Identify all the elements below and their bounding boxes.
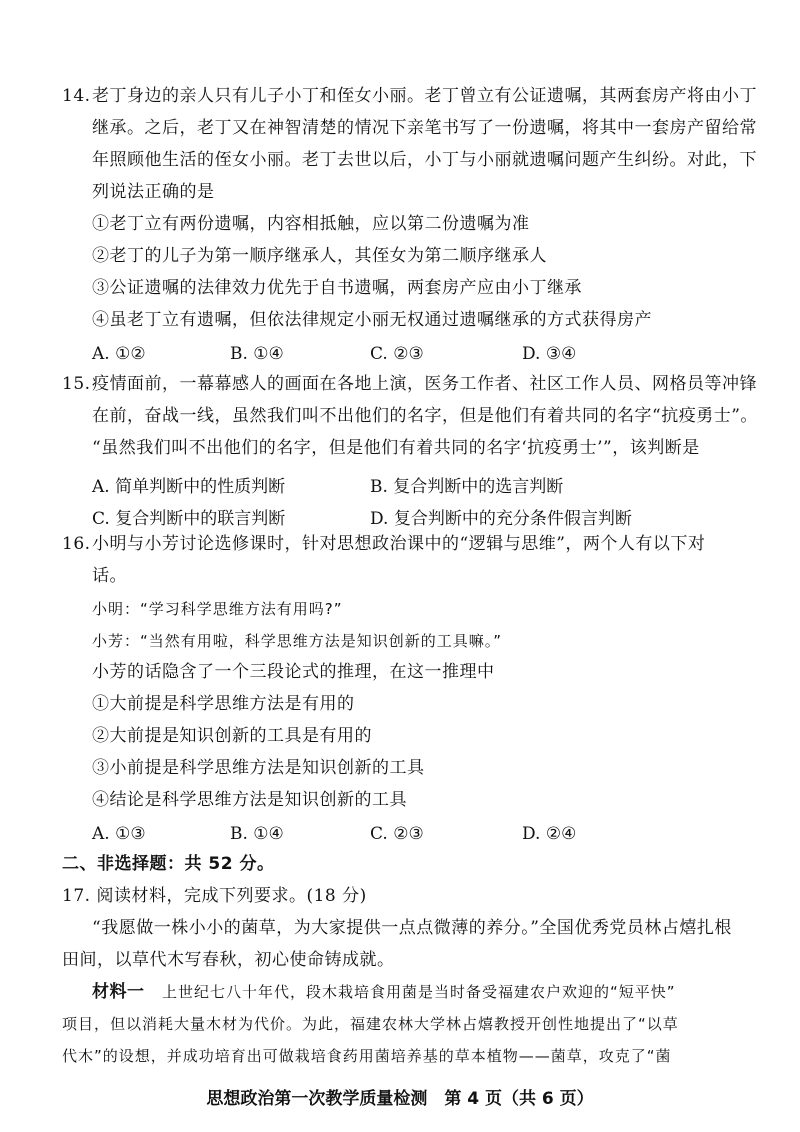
- q15-line-2: 在前，奋战一线，虽然我们叫不出他们的名字，但是他们有着共同的名字“抗疫勇士”。: [92, 406, 758, 426]
- q16-line-1: 小明与小芳讨论选修课时，针对思想政治课中的“逻辑与思维”，两个人有以下对: [92, 534, 706, 554]
- q16-dialog-xiaofang: 小芳：“当然有用啦，科学思维方法是知识创新的工具嘛。”: [92, 632, 503, 650]
- q17-line-2: 田间，以草代木写春秋，初心使命铸成就。: [62, 950, 395, 970]
- q16-number: 16.: [62, 534, 91, 554]
- q15-option-a[interactable]: A. 简单判断中的性质判断: [92, 477, 286, 497]
- q14-line-2: 继承。之后，老丁又在神智清楚的情况下亲笔书写了一份遗嘱，将其中一套房产留给常: [92, 118, 757, 138]
- q14-option-d[interactable]: D. ③④: [522, 344, 577, 364]
- q14-line-4: 列说法正确的是: [92, 182, 215, 202]
- q14-option-b[interactable]: B. ①④: [230, 344, 284, 364]
- q16-statement-4: ④结论是科学思维方法是知识创新的工具: [92, 790, 407, 810]
- q15-number: 15.: [62, 374, 91, 394]
- page-footer: 思想政治第一次教学质量检测 第 4 页（共 6 页）: [206, 1089, 594, 1109]
- q16-option-b[interactable]: B. ①④: [230, 824, 284, 844]
- q17-material-line-1: 上世纪七八十年代，段木栽培食用菌是当时备受福建农户欢迎的“短平快”: [162, 983, 676, 1001]
- q16-option-a[interactable]: A. ①③: [92, 824, 146, 844]
- q15-option-b[interactable]: B. 复合判断中的选言判断: [370, 477, 564, 497]
- q15-option-d[interactable]: D. 复合判断中的充分条件假言判断: [370, 509, 632, 529]
- q17-material-line-3: 代木”的设想，并成功培育出可做栽培食药用菌培养基的草本植物——菌草，攻克了“菌: [62, 1047, 672, 1065]
- q17-title: 17. 阅读材料，完成下列要求。(18 分): [62, 886, 367, 906]
- q14-statement-4: ④虽老丁立有遗嘱，但依法律规定小丽无权通过遗嘱继承的方式获得房产: [92, 310, 652, 330]
- q16-dialog-xiaoming: 小明：“学习科学思维方法有用吗?”: [92, 600, 343, 618]
- q16-statement-2: ②大前提是知识创新的工具是有用的: [92, 726, 372, 746]
- q17-material-line-2: 项目，但以消耗大量木材为代价。为此，福建农林大学林占熺教授开创性地提出了“以草: [62, 1015, 679, 1033]
- q16-statement-3: ③小前提是科学思维方法是知识创新的工具: [92, 758, 425, 778]
- q17-material-label: 材料一: [92, 982, 145, 1002]
- q14-statement-3: ③公证遗嘱的法律效力优先于自书遗嘱，两套房产应由小丁继承: [92, 278, 582, 298]
- q14-line-3: 年照顾他生活的侄女小丽。老丁去世以后，小丁与小丽就遗嘱问题产生纠纷。对此，下: [92, 150, 757, 170]
- q16-intro: 小芳的话隐含了一个三段论式的推理，在这一推理中: [92, 662, 495, 682]
- q14-statement-2: ②老丁的儿子为第一顺序继承人，其侄女为第二顺序继承人: [92, 246, 547, 266]
- q14-number: 14.: [62, 86, 91, 106]
- q14-option-c[interactable]: C. ②③: [370, 344, 424, 364]
- q16-line-2: 话。: [92, 566, 127, 586]
- q15-line-1: 疫情面前，一幕幕感人的画面在各地上演，医务工作者、社区工作人员、网格员等冲锋: [92, 374, 757, 394]
- q16-option-c[interactable]: C. ②③: [370, 824, 424, 844]
- q15-option-c[interactable]: C. 复合判断中的联言判断: [92, 509, 286, 529]
- q15-line-3: “虽然我们叫不出他们的名字，但是他们有着共同的名字‘抗疫勇士’”，该判断是: [92, 438, 700, 458]
- q16-option-d[interactable]: D. ②④: [522, 824, 577, 844]
- section-2-heading: 二、非选择题：共 52 分。: [62, 854, 275, 874]
- q14-option-a[interactable]: A. ①②: [92, 344, 146, 364]
- q14-line-1: 老丁身边的亲人只有儿子小丁和侄女小丽。老丁曾立有公证遗嘱，其两套房产将由小丁: [92, 86, 757, 106]
- q14-statement-1: ①老丁立有两份遗嘱，内容相抵触，应以第二份遗嘱为准: [92, 214, 530, 234]
- q17-line-1: “我愿做一株小小的菌草，为大家提供一点点微薄的养分。”全国优秀党员林占熺扎根: [92, 918, 732, 938]
- q16-statement-1: ①大前提是科学思维方法是有用的: [92, 694, 355, 714]
